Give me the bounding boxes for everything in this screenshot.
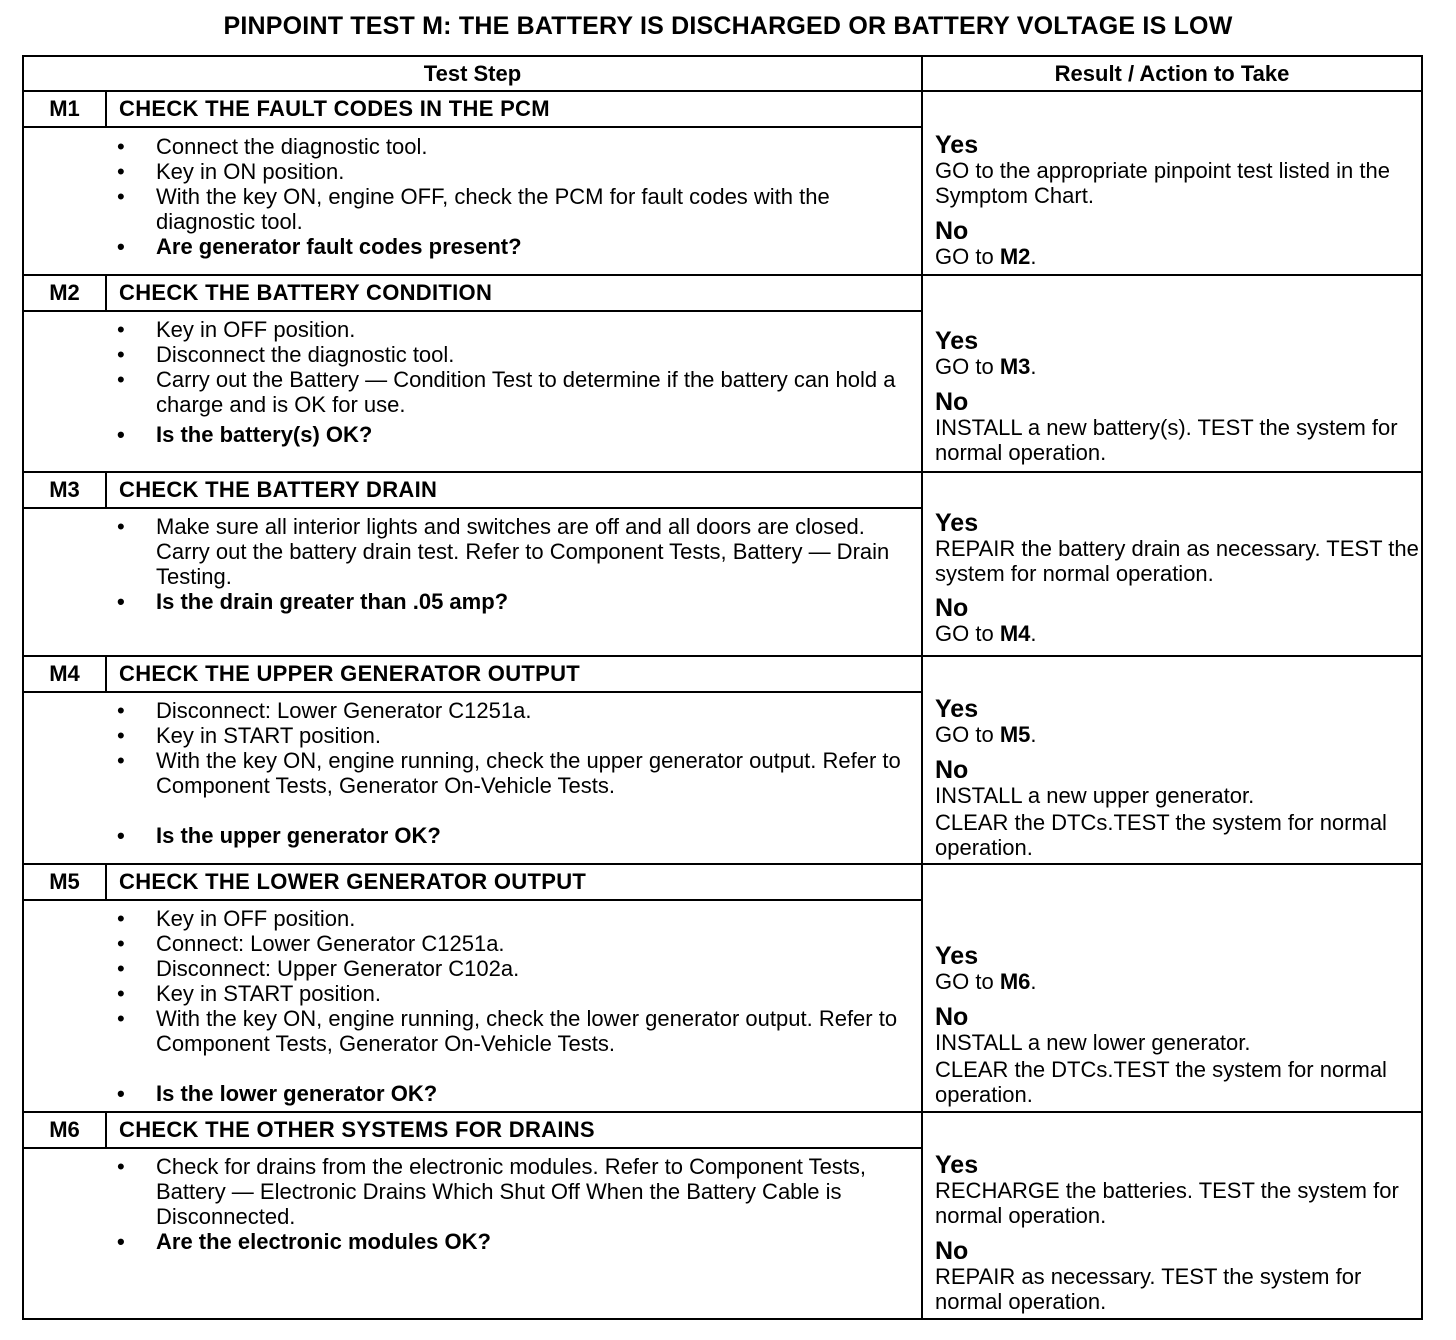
step-question: • Is the battery(s) OK? (114, 422, 911, 447)
step-m1 (24, 92, 1421, 276)
bullet-item: • Connect the diagnostic tool. (114, 134, 911, 159)
step-question: • Is the drain greater than .05 amp? (114, 589, 911, 614)
step-id: M5 (24, 865, 107, 899)
go-to-ref: M3 (999, 354, 1031, 379)
header-result: Result / Action to Take (1054, 61, 1290, 86)
step-header (24, 92, 921, 128)
step-id: M2 (24, 276, 107, 310)
step-header (24, 865, 921, 901)
step-header (24, 473, 921, 509)
no-action: INSTALL a new upper generator. (935, 783, 1255, 808)
no-label: No (935, 217, 969, 245)
bullet-item: • With the key ON, engine running, check the upper generator output. Refer to Component Tests, Generator On-Vehicle Tests. (114, 748, 911, 798)
step-m2 (24, 276, 1421, 473)
step-m3 (24, 473, 1421, 657)
step-cell (24, 865, 923, 1111)
yes-action: GO to M6. (935, 969, 1037, 994)
result-cell (923, 473, 1421, 655)
bullet-item: • Key in START position. (114, 723, 911, 748)
bullet-item: • With the key ON, engine OFF, check the PCM for fault codes with the diagnostic tool. (114, 184, 911, 234)
go-to-text: GO to (935, 244, 994, 269)
yes-action: GO to M5. (935, 722, 1037, 747)
bullet-item: • Disconnect: Upper Generator C102a. (114, 956, 911, 981)
go-to-text: GO to (935, 621, 994, 646)
step-title: CHECK THE UPPER GENERATOR OUTPUT (119, 661, 581, 686)
go-to-ref: M5 (999, 722, 1031, 747)
step-bullets (114, 134, 911, 259)
no-label: No (935, 388, 969, 416)
bullet-item: • Key in ON position. (114, 159, 911, 184)
yes-action: RECHARGE the batteries. TEST the system for normal operation. (935, 1178, 1399, 1228)
step-cell (24, 1113, 923, 1318)
step-question: • Is the lower generator OK? (114, 1081, 911, 1106)
no-label: No (935, 756, 969, 784)
result-cell (923, 276, 1421, 471)
yes-label: Yes (935, 695, 979, 723)
step-bullets (114, 1154, 911, 1254)
pinpoint-test-table (22, 55, 1423, 1320)
bullet-item: • With the key ON, engine running, check the lower generator output. Refer to Component Tests, Generator On-Vehicle Tests. (114, 1006, 911, 1056)
bullet-item: • Connect: Lower Generator C1251a. (114, 931, 911, 956)
result-cell (923, 92, 1421, 274)
bullet-item: • Carry out the Battery — Condition Test to determine if the battery can hold a charge and is OK for use. (114, 367, 911, 417)
no-action: GO to M2. (935, 244, 1037, 269)
step-m5 (24, 865, 1421, 1113)
step-bullets (114, 698, 911, 848)
step-bullets (114, 514, 911, 614)
yes-label: Yes (935, 509, 979, 537)
step-id: M1 (24, 92, 107, 126)
no-action-clear: CLEAR the DTCs.TEST the system for normal operation. (935, 1057, 1387, 1107)
bullet-item: • Make sure all interior lights and switches are off and all doors are closed. Carry out the battery drain test. Refer to Component Tests, Battery — Drain Testing. (114, 514, 911, 589)
go-to-text: GO to (935, 354, 994, 379)
no-label: No (935, 1237, 969, 1265)
step-m4 (24, 657, 1421, 865)
yes-action: GO to the appropriate pinpoint test listed in the Symptom Chart. (935, 158, 1390, 208)
yes-label: Yes (935, 327, 979, 355)
bullet-item: • Disconnect the diagnostic tool. (114, 342, 911, 367)
step-id: M3 (24, 473, 107, 507)
no-action: INSTALL a new battery(s). TEST the system for normal operation. (935, 415, 1398, 465)
yes-label: Yes (935, 942, 979, 970)
yes-action: GO to M3. (935, 354, 1037, 379)
no-label: No (935, 594, 969, 622)
step-header (24, 657, 921, 693)
go-to-text: GO to (935, 969, 994, 994)
no-label: No (935, 1003, 969, 1031)
go-to-ref: M2 (999, 244, 1031, 269)
bullet-item: • Key in START position. (114, 981, 911, 1006)
step-title: CHECK THE FAULT CODES IN THE PCM (119, 96, 550, 121)
step-bullets (114, 906, 911, 1106)
step-question: • Are the electronic modules OK? (114, 1229, 911, 1254)
step-m6 (24, 1113, 1421, 1318)
go-to-ref: M4 (999, 621, 1031, 646)
yes-label: Yes (935, 131, 979, 159)
step-cell (24, 276, 923, 471)
step-header (24, 276, 921, 312)
yes-label: Yes (935, 1151, 979, 1179)
step-title: CHECK THE BATTERY CONDITION (119, 280, 493, 305)
bullet-item: • Key in OFF position. (114, 317, 911, 342)
no-action-clear: CLEAR the DTCs.TEST the system for normal operation. (935, 810, 1387, 860)
header-test-step: Test Step (24, 57, 923, 90)
result-cell (923, 865, 1421, 1111)
step-cell (24, 92, 923, 274)
go-to-ref: M6 (999, 969, 1031, 994)
no-action: INSTALL a new lower generator. (935, 1030, 1251, 1055)
yes-action: REPAIR the battery drain as necessary. TEST the system for normal operation. (935, 536, 1419, 586)
page-title: PINPOINT TEST M: THE BATTERY IS DISCHARGED OR BATTERY VOLTAGE IS LOW (223, 12, 1233, 40)
bullet-item: • Disconnect: Lower Generator C1251a. (114, 698, 911, 723)
table-header (24, 57, 1421, 92)
step-header (24, 1113, 921, 1149)
result-cell (923, 657, 1421, 863)
step-cell (24, 473, 923, 655)
step-id: M4 (24, 657, 107, 691)
step-question: • Are generator fault codes present? (114, 234, 911, 259)
go-to-text: GO to (935, 722, 994, 747)
step-title: CHECK THE OTHER SYSTEMS FOR DRAINS (119, 1117, 595, 1142)
step-bullets (114, 317, 911, 447)
bullet-item: • Key in OFF position. (114, 906, 911, 931)
step-title: CHECK THE LOWER GENERATOR OUTPUT (119, 869, 587, 894)
step-title: CHECK THE BATTERY DRAIN (119, 477, 438, 502)
result-cell (923, 1113, 1421, 1318)
no-action: REPAIR as necessary. TEST the system for normal operation. (935, 1264, 1362, 1314)
bullet-item: • Check for drains from the electronic modules. Refer to Component Tests, Battery — Electronic Drains Which Shut Off When the Battery Cable is Disconnected. (114, 1154, 911, 1229)
step-id: M6 (24, 1113, 107, 1147)
step-question: • Is the upper generator OK? (114, 823, 911, 848)
no-action: GO to M4. (935, 621, 1037, 646)
step-cell (24, 657, 923, 863)
